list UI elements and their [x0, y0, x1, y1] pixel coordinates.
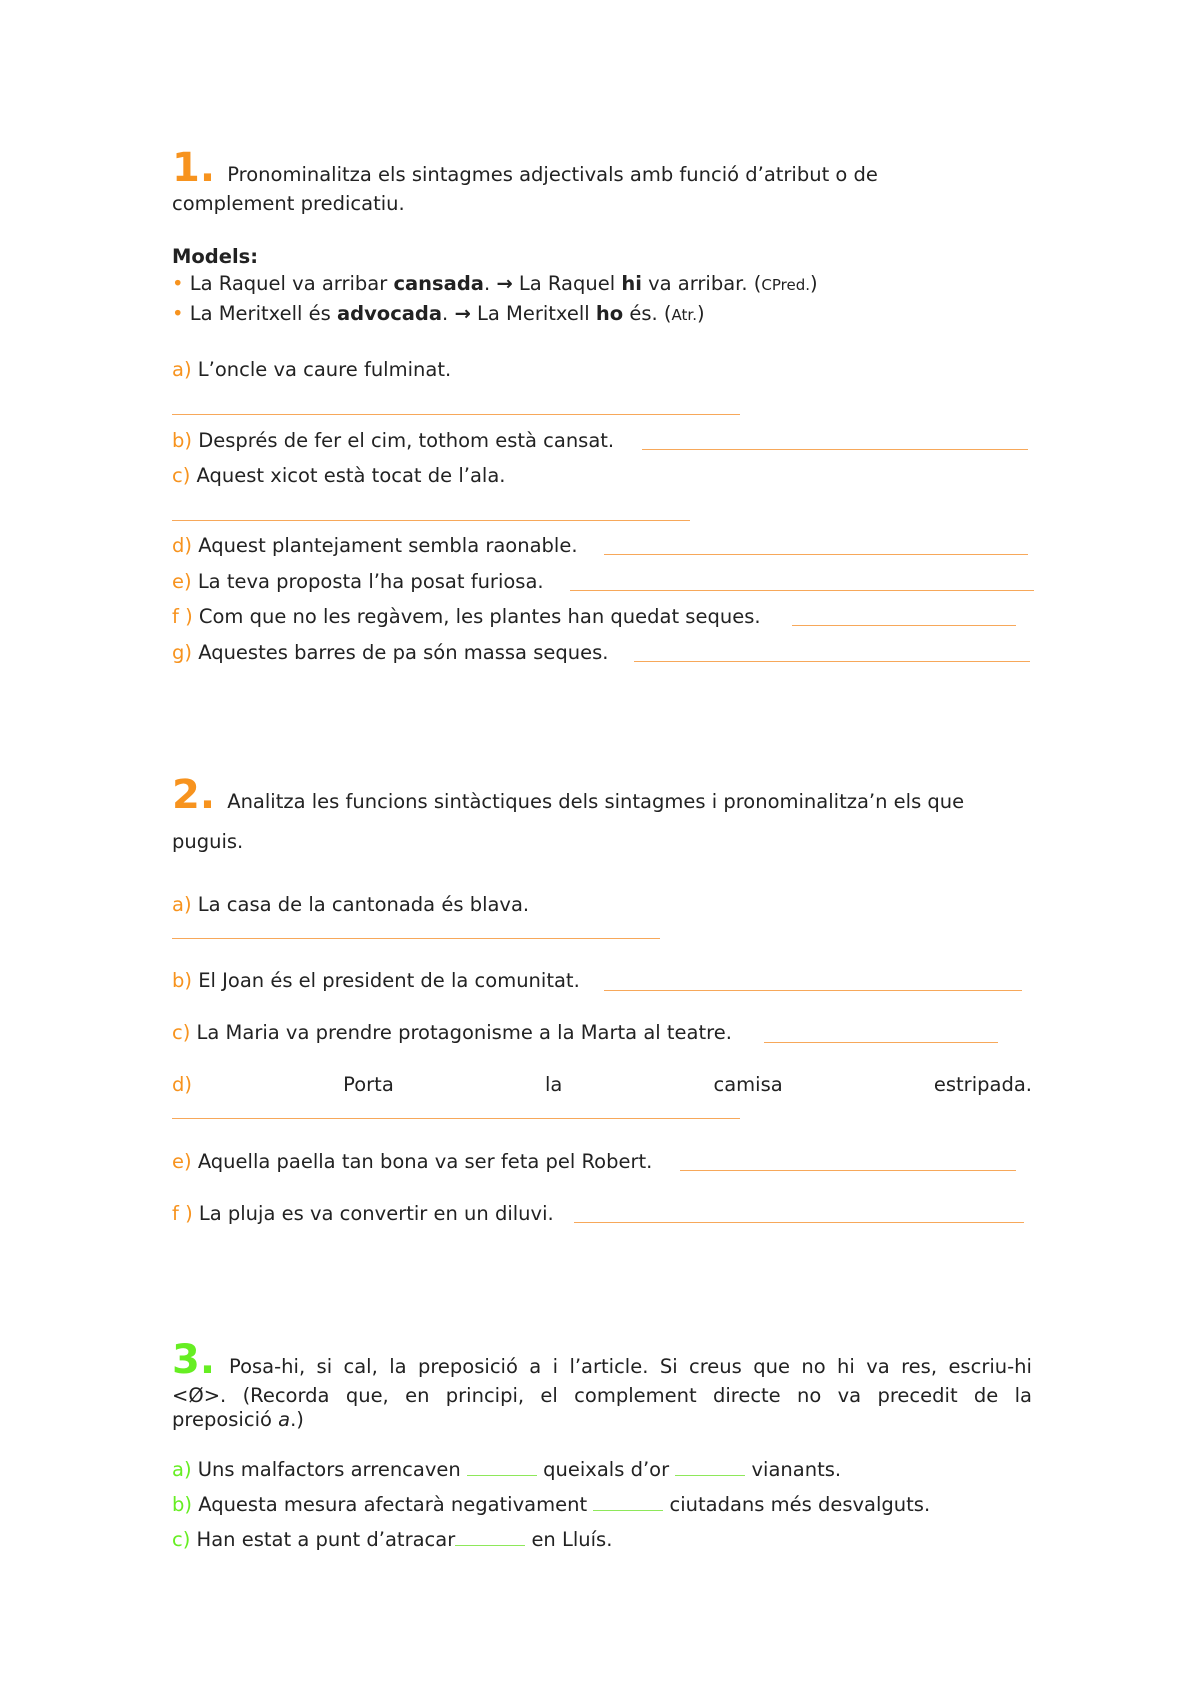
- blank-field[interactable]: [675, 1474, 745, 1476]
- exercise-3-instruction-cont: <Ø>. (Recorda que, en principi, el complement directe no va precedit de la: [172, 1384, 1032, 1407]
- blank-field[interactable]: [467, 1474, 537, 1476]
- exercise-1-item-c: c) Aquest xicot està tocat de l’ala.: [172, 464, 506, 487]
- exercise-2-item-c: c) La Maria va prendre protagonisme a la Marta al teatre.: [172, 1021, 732, 1044]
- exercise-3-number: 3.: [172, 1337, 216, 1383]
- exercise-2-item-a: a) La casa de la cantonada és blava.: [172, 893, 530, 916]
- exercise-2-heading: [172, 772, 965, 818]
- exercise-1-item-e: e) La teva proposta l’ha posat furiosa.: [172, 570, 544, 593]
- exercise-2-item-d: d) Porta la camisa estripada.: [172, 1073, 1032, 1096]
- exercise-2-item-f: f ) La pluja es va convertir en un diluvi.: [172, 1202, 554, 1225]
- answer-line[interactable]: [172, 1118, 740, 1119]
- answer-line[interactable]: [172, 938, 660, 939]
- exercise-3-item-a: a) Uns malfactors arrencaven queixals d’or vianants.: [172, 1458, 842, 1481]
- answer-line[interactable]: [604, 554, 1028, 555]
- answer-line[interactable]: [642, 449, 1028, 450]
- answer-line[interactable]: [570, 590, 1034, 591]
- exercise-1-number: 1.: [172, 145, 216, 191]
- exercise-1-item-a: a) L’oncle va caure fulminat.: [172, 358, 452, 381]
- exercise-1-instruction-cont: complement predicatiu.: [172, 192, 405, 215]
- exercise-2-item-b: b) El Joan és el president de la comunitat.: [172, 969, 580, 992]
- answer-line[interactable]: [634, 661, 1030, 662]
- exercise-3-item-c: c) Han estat a punt d’atracar en Lluís.: [172, 1528, 613, 1551]
- exercise-2-number: 2.: [172, 772, 216, 818]
- exercise-1-heading: [172, 145, 878, 191]
- exercise-3-instruction: Posa-hi, si cal, la preposició a i l’article. Si creus que no hi va res, escriu-hi: [229, 1355, 1032, 1378]
- answer-line[interactable]: [792, 625, 1016, 626]
- exercise-3-instruction-end: preposició a.): [172, 1408, 304, 1431]
- exercise-1-item-g: g) Aquestes barres de pa són massa seques.: [172, 641, 609, 664]
- answer-line[interactable]: [604, 990, 1022, 991]
- exercise-1-instruction: Pronominalitza els sintagmes adjectivals amb funció d’atribut o de: [227, 163, 878, 186]
- blank-field[interactable]: [593, 1509, 663, 1511]
- answer-line[interactable]: [574, 1222, 1024, 1223]
- exercise-2-instruction: Analitza les funcions sintàctiques dels sintagmes i pronominalitza’n els que: [227, 790, 965, 813]
- exercise-3-heading: [172, 1337, 1032, 1383]
- arrow-right-icon: →: [496, 272, 513, 295]
- exercise-1-item-f: f ) Com que no les regàvem, les plantes han quedat seques.: [172, 605, 761, 628]
- exercise-2-instruction-cont: puguis.: [172, 830, 244, 853]
- answer-line[interactable]: [172, 414, 740, 415]
- answer-line[interactable]: [680, 1170, 1016, 1171]
- exercise-1-item-d: d) Aquest plantejament sembla raonable.: [172, 534, 578, 557]
- exercise-1-item-b: b) Després de fer el cim, tothom està cansat.: [172, 429, 615, 452]
- model-1: • La Raquel va arribar cansada. → La Raquel hi va arribar. (CPred.): [172, 272, 818, 295]
- models-label: Models:: [172, 245, 259, 268]
- arrow-right-icon: →: [454, 302, 471, 325]
- model-2: • La Meritxell és advocada. → La Meritxell ho és. (Atr.): [172, 302, 705, 325]
- blank-field[interactable]: [455, 1544, 525, 1546]
- answer-line[interactable]: [764, 1042, 998, 1043]
- exercise-3-item-b: b) Aquesta mesura afectarà negativament ciutadans més desvalguts.: [172, 1493, 931, 1516]
- exercise-2-item-e: e) Aquella paella tan bona va ser feta pel Robert.: [172, 1150, 653, 1173]
- answer-line[interactable]: [172, 520, 690, 521]
